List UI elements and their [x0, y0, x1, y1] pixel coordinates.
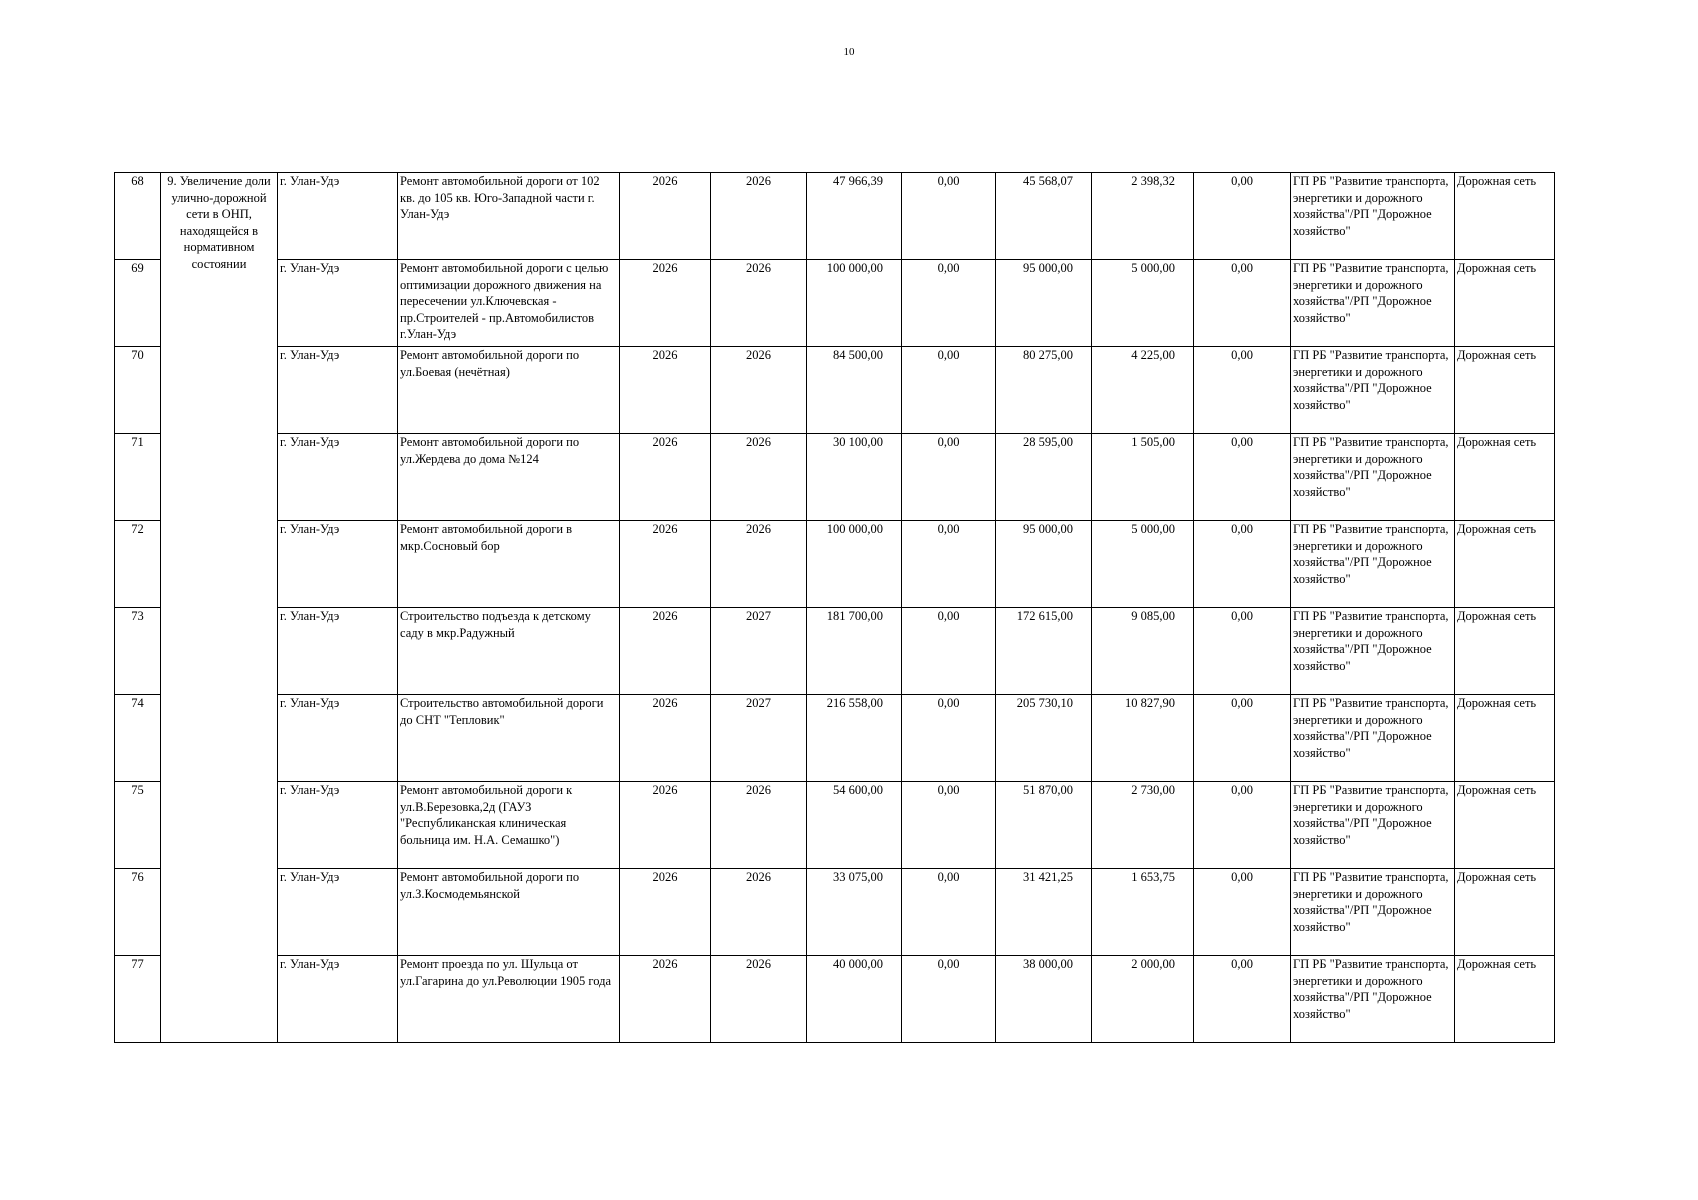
- row-number: 68: [115, 173, 161, 260]
- row-number: 75: [115, 782, 161, 869]
- federal-amount-cell: 0,00: [902, 782, 996, 869]
- federal-amount-cell: 0,00: [902, 956, 996, 1043]
- regional-amount-cell: 51 870,00: [996, 782, 1092, 869]
- goal-cell: 9. Увеличение доли улично-дорожной сети в ОНП, находящейся в нормативном состоянии: [161, 173, 278, 1043]
- other-amount-cell: 0,00: [1194, 434, 1291, 521]
- program-cell: ГП РБ "Развитие транспорта, энергетики и дорожного хозяйства"/РП "Дорожное хозяйство": [1291, 347, 1455, 434]
- row-number: 77: [115, 956, 161, 1043]
- municipal-amount-cell: 1 505,00: [1092, 434, 1194, 521]
- program-cell: ГП РБ "Развитие транспорта, энергетики и дорожного хозяйства"/РП "Дорожное хозяйство": [1291, 434, 1455, 521]
- municipality-cell: г. Улан-Удэ: [278, 782, 398, 869]
- end-year-cell: 2026: [711, 347, 807, 434]
- end-year-cell: 2026: [711, 956, 807, 1043]
- federal-amount-cell: 0,00: [902, 347, 996, 434]
- other-amount-cell: 0,00: [1194, 782, 1291, 869]
- project-name-cell: Ремонт автомобильной дороги к ул.В.Березовка,2д (ГАУЗ "Республиканская клиническая больница им. Н.А. Семашко"): [398, 782, 620, 869]
- federal-amount-cell: 0,00: [902, 521, 996, 608]
- municipal-amount-cell: 1 653,75: [1092, 869, 1194, 956]
- table-row: [115, 608, 1555, 695]
- program-cell: ГП РБ "Развитие транспорта, энергетики и дорожного хозяйства"/РП "Дорожное хозяйство": [1291, 695, 1455, 782]
- other-amount-cell: 0,00: [1194, 521, 1291, 608]
- regional-amount-cell: 31 421,25: [996, 869, 1092, 956]
- total-amount-cell: 216 558,00: [807, 695, 902, 782]
- municipality-cell: г. Улан-Удэ: [278, 173, 398, 260]
- total-amount-cell: 40 000,00: [807, 956, 902, 1043]
- program-cell: ГП РБ "Развитие транспорта, энергетики и дорожного хозяйства"/РП "Дорожное хозяйство": [1291, 173, 1455, 260]
- regional-amount-cell: 45 568,07: [996, 173, 1092, 260]
- category-cell: Дорожная сеть: [1455, 260, 1555, 347]
- category-cell: Дорожная сеть: [1455, 434, 1555, 521]
- regional-amount-cell: 80 275,00: [996, 347, 1092, 434]
- start-year-cell: 2026: [620, 608, 711, 695]
- other-amount-cell: 0,00: [1194, 869, 1291, 956]
- start-year-cell: 2026: [620, 956, 711, 1043]
- start-year-cell: 2026: [620, 173, 711, 260]
- municipality-cell: г. Улан-Удэ: [278, 695, 398, 782]
- program-cell: ГП РБ "Развитие транспорта, энергетики и дорожного хозяйства"/РП "Дорожное хозяйство": [1291, 608, 1455, 695]
- row-number: 73: [115, 608, 161, 695]
- municipality-cell: г. Улан-Удэ: [278, 521, 398, 608]
- municipality-cell: г. Улан-Удэ: [278, 956, 398, 1043]
- table-row: [115, 521, 1555, 608]
- project-name-cell: Ремонт автомобильной дороги в мкр.Сосновый бор: [398, 521, 620, 608]
- row-number: 72: [115, 521, 161, 608]
- regional-amount-cell: 172 615,00: [996, 608, 1092, 695]
- project-name-cell: Ремонт автомобильной дороги по ул.З.Космодемьянской: [398, 869, 620, 956]
- total-amount-cell: 47 966,39: [807, 173, 902, 260]
- municipal-amount-cell: 4 225,00: [1092, 347, 1194, 434]
- end-year-cell: 2026: [711, 260, 807, 347]
- category-cell: Дорожная сеть: [1455, 956, 1555, 1043]
- table-row: [115, 347, 1555, 434]
- federal-amount-cell: 0,00: [902, 608, 996, 695]
- program-cell: ГП РБ "Развитие транспорта, энергетики и дорожного хозяйства"/РП "Дорожное хозяйство": [1291, 782, 1455, 869]
- program-cell: ГП РБ "Развитие транспорта, энергетики и дорожного хозяйства"/РП "Дорожное хозяйство": [1291, 521, 1455, 608]
- project-name-cell: Ремонт автомобильной дороги по ул.Жердева до дома №124: [398, 434, 620, 521]
- project-name-cell: Строительство автомобильной дороги до СНТ "Тепловик": [398, 695, 620, 782]
- municipal-amount-cell: 9 085,00: [1092, 608, 1194, 695]
- program-cell: ГП РБ "Развитие транспорта, энергетики и дорожного хозяйства"/РП "Дорожное хозяйство": [1291, 956, 1455, 1043]
- total-amount-cell: 30 100,00: [807, 434, 902, 521]
- municipal-amount-cell: 5 000,00: [1092, 521, 1194, 608]
- municipality-cell: г. Улан-Удэ: [278, 869, 398, 956]
- total-amount-cell: 54 600,00: [807, 782, 902, 869]
- other-amount-cell: 0,00: [1194, 260, 1291, 347]
- federal-amount-cell: 0,00: [902, 869, 996, 956]
- project-name-cell: Строительство подъезда к детскому саду в мкр.Радужный: [398, 608, 620, 695]
- total-amount-cell: 33 075,00: [807, 869, 902, 956]
- end-year-cell: 2026: [711, 434, 807, 521]
- start-year-cell: 2026: [620, 869, 711, 956]
- total-amount-cell: 84 500,00: [807, 347, 902, 434]
- row-number: 76: [115, 869, 161, 956]
- start-year-cell: 2026: [620, 695, 711, 782]
- table-row: [115, 434, 1555, 521]
- table-row: [115, 695, 1555, 782]
- table-row: [115, 956, 1555, 1043]
- start-year-cell: 2026: [620, 434, 711, 521]
- municipality-cell: г. Улан-Удэ: [278, 608, 398, 695]
- project-name-cell: Ремонт автомобильной дороги с целью оптимизации дорожного движения на пересечении ул.Ключевская - пр.Строителей - пр.Автомобилистов г.Улан-Удэ: [398, 260, 620, 347]
- start-year-cell: 2026: [620, 521, 711, 608]
- municipality-cell: г. Улан-Удэ: [278, 434, 398, 521]
- end-year-cell: 2027: [711, 608, 807, 695]
- table-row: [115, 260, 1555, 347]
- regional-amount-cell: 28 595,00: [996, 434, 1092, 521]
- table-row: [115, 782, 1555, 869]
- total-amount-cell: 100 000,00: [807, 521, 902, 608]
- category-cell: Дорожная сеть: [1455, 869, 1555, 956]
- program-cell: ГП РБ "Развитие транспорта, энергетики и дорожного хозяйства"/РП "Дорожное хозяйство": [1291, 260, 1455, 347]
- municipal-amount-cell: 10 827,90: [1092, 695, 1194, 782]
- project-name-cell: Ремонт автомобильной дороги от 102 кв. до 105 кв. Юго-Западной части г. Улан-Удэ: [398, 173, 620, 260]
- end-year-cell: 2026: [711, 521, 807, 608]
- end-year-cell: 2027: [711, 695, 807, 782]
- end-year-cell: 2026: [711, 173, 807, 260]
- project-name-cell: Ремонт автомобильной дороги по ул.Боевая (нечётная): [398, 347, 620, 434]
- category-cell: Дорожная сеть: [1455, 347, 1555, 434]
- municipal-amount-cell: 2 398,32: [1092, 173, 1194, 260]
- project-name-cell: Ремонт проезда по ул. Шульца от ул.Гагарина до ул.Революции 1905 года: [398, 956, 620, 1043]
- municipal-amount-cell: 2 000,00: [1092, 956, 1194, 1043]
- start-year-cell: 2026: [620, 782, 711, 869]
- regional-amount-cell: 205 730,10: [996, 695, 1092, 782]
- regional-amount-cell: 95 000,00: [996, 260, 1092, 347]
- federal-amount-cell: 0,00: [902, 434, 996, 521]
- program-cell: ГП РБ "Развитие транспорта, энергетики и дорожного хозяйства"/РП "Дорожное хозяйство": [1291, 869, 1455, 956]
- federal-amount-cell: 0,00: [902, 695, 996, 782]
- municipal-amount-cell: 5 000,00: [1092, 260, 1194, 347]
- start-year-cell: 2026: [620, 347, 711, 434]
- row-number: 71: [115, 434, 161, 521]
- category-cell: Дорожная сеть: [1455, 608, 1555, 695]
- regional-amount-cell: 38 000,00: [996, 956, 1092, 1043]
- category-cell: Дорожная сеть: [1455, 782, 1555, 869]
- table-body: [115, 173, 1555, 1043]
- other-amount-cell: 0,00: [1194, 173, 1291, 260]
- category-cell: Дорожная сеть: [1455, 173, 1555, 260]
- category-cell: Дорожная сеть: [1455, 521, 1555, 608]
- other-amount-cell: 0,00: [1194, 695, 1291, 782]
- municipal-amount-cell: 2 730,00: [1092, 782, 1194, 869]
- row-number: 69: [115, 260, 161, 347]
- table-row: [115, 869, 1555, 956]
- end-year-cell: 2026: [711, 869, 807, 956]
- category-cell: Дорожная сеть: [1455, 695, 1555, 782]
- page-number: 10: [843, 46, 855, 58]
- row-number: 70: [115, 347, 161, 434]
- end-year-cell: 2026: [711, 782, 807, 869]
- table-row: [115, 173, 1555, 260]
- total-amount-cell: 181 700,00: [807, 608, 902, 695]
- federal-amount-cell: 0,00: [902, 260, 996, 347]
- row-number: 74: [115, 695, 161, 782]
- federal-amount-cell: 0,00: [902, 173, 996, 260]
- regional-amount-cell: 95 000,00: [996, 521, 1092, 608]
- projects-table: [114, 172, 1555, 1043]
- municipality-cell: г. Улан-Удэ: [278, 347, 398, 434]
- other-amount-cell: 0,00: [1194, 347, 1291, 434]
- total-amount-cell: 100 000,00: [807, 260, 902, 347]
- other-amount-cell: 0,00: [1194, 956, 1291, 1043]
- start-year-cell: 2026: [620, 260, 711, 347]
- other-amount-cell: 0,00: [1194, 608, 1291, 695]
- municipality-cell: г. Улан-Удэ: [278, 260, 398, 347]
